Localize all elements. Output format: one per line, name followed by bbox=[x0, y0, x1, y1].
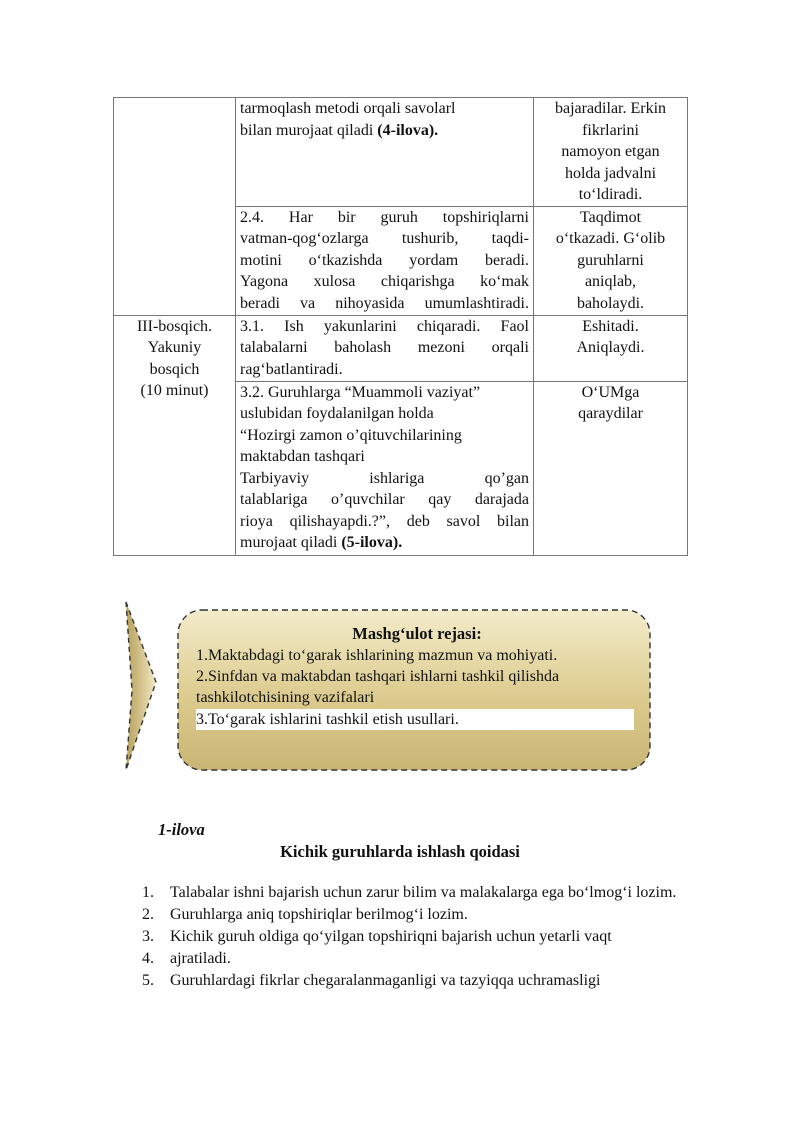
rules-list bbox=[142, 882, 680, 992]
result-line: Taqdimot bbox=[579, 208, 642, 226]
activity-line: 3.1. Ish yakunlarini chiqaradi. Faol bbox=[240, 317, 529, 335]
result-line: Aniqlaydi. bbox=[576, 339, 645, 356]
list-text: ajratiladi. bbox=[170, 950, 231, 967]
result-line: fikrlarini bbox=[582, 121, 639, 139]
result-line: to‘ldiradi. bbox=[578, 186, 643, 203]
plan-item: 2.Sinfdan va maktabdan tashqari ishlarni tashkil qilishda tashkilotchisining vazifalari bbox=[196, 668, 560, 706]
plan-title: Mashg‘ulot rejasi: bbox=[352, 624, 482, 643]
result-line: namoyon etgan bbox=[561, 143, 660, 160]
result-cell bbox=[534, 381, 688, 555]
list-text: Kichik guruh oldiga qo‘yilgan topshiriqni bajarish uchun yetarli vaqt bbox=[170, 928, 612, 945]
list-text: Talabalar ishni bajarish uchun zarur bilim va malakalarga ega bo‘lmog‘i lozim. bbox=[170, 884, 677, 901]
result-cell bbox=[534, 315, 688, 381]
activity-line: 2.4. Har bir guruh topshiriqlarni bbox=[240, 208, 529, 226]
activity-line: motini o‘tkazishda yordam beradi. bbox=[240, 251, 529, 269]
activity-line: talablariga o’quvchilar qay darajada bbox=[240, 491, 529, 508]
activity-line: 3.2. Guruhlarga “Muammoli vaziyat” bbox=[240, 383, 481, 401]
list-text: Guruhlarga aniq topshiriqlar berilmog‘i lozim. bbox=[170, 906, 468, 923]
result-cell bbox=[534, 98, 688, 207]
activity-line: beradi va nihoyasida umumlashtiradi. bbox=[240, 294, 529, 312]
list-number: 1. bbox=[142, 884, 154, 901]
activity-cell bbox=[236, 381, 534, 555]
stage-cell bbox=[114, 98, 236, 316]
stage-line: Yakuniy bbox=[147, 339, 202, 356]
activity-line: bilan murojaat qiladi (4-ilova). bbox=[240, 121, 439, 139]
activity-line: rag‘batlantiradi. bbox=[240, 360, 343, 378]
annex-reference: (5-ilova). bbox=[341, 534, 403, 551]
result-line: holda jadvalni bbox=[564, 164, 657, 182]
activity-line: murojaat qiladi (5-ilova). bbox=[240, 534, 403, 551]
stage-line: bosqich bbox=[149, 360, 200, 378]
list-item bbox=[142, 904, 680, 926]
result-line: O‘UMga bbox=[581, 383, 640, 401]
list-item bbox=[142, 970, 680, 992]
result-line: baholaydi. bbox=[576, 294, 645, 312]
list-number: 3. bbox=[142, 928, 154, 945]
list-item bbox=[142, 948, 680, 970]
plan-item: 1.Maktabdagi to‘garak ishlarining mazmun va mohiyati. bbox=[196, 647, 558, 664]
lesson-plan-table bbox=[113, 97, 688, 556]
annex-title: Kichik guruhlarda ishlash qoidasi bbox=[280, 842, 520, 861]
plan-item: 3.To‘garak ishlarini tashkil etish usullari. bbox=[196, 709, 634, 730]
list-number: 2. bbox=[142, 906, 154, 923]
chevron-arrow-shape bbox=[126, 602, 156, 770]
result-line: o‘tkazadi. G‘olib bbox=[555, 230, 666, 247]
activity-cell bbox=[236, 206, 534, 315]
annex-label: 1-ilova bbox=[158, 820, 205, 839]
activity-cell bbox=[236, 315, 534, 381]
table-row bbox=[114, 315, 688, 381]
result-line: bajaradilar. Erkin bbox=[554, 100, 667, 117]
activity-line: rioya qilishayapdi.?”, deb savol bilan bbox=[240, 512, 529, 530]
activity-cell bbox=[236, 98, 534, 207]
stage-line: III-bosqich. bbox=[136, 317, 213, 335]
activity-line: talabalarni baholash mezoni orqali bbox=[240, 339, 529, 356]
activity-line: Tarbiyaviy ishlariga qo’gan bbox=[240, 469, 529, 487]
list-item bbox=[142, 926, 680, 948]
activity-line: vatman-qog‘ozlarga tushurib, taqdi- bbox=[240, 230, 529, 247]
activity-line: uslubidan foydalanilgan holda bbox=[240, 405, 434, 422]
activity-line: tarmoqlash metodi orqali savolarl bbox=[240, 100, 456, 117]
activity-line: Yagona xulosa chiqarishga ko‘mak bbox=[240, 273, 529, 290]
list-item bbox=[142, 882, 680, 904]
stage-cell bbox=[114, 315, 236, 555]
stage-line: (10 minut) bbox=[140, 382, 209, 399]
table-row bbox=[114, 98, 688, 207]
result-line: qaraydilar bbox=[578, 405, 643, 422]
activity-line: maktabdan tashqari bbox=[240, 448, 365, 465]
result-cell bbox=[534, 206, 688, 315]
list-number: 5. bbox=[142, 972, 154, 989]
list-text: Guruhlardagi fikrlar chegaralanmaganligi va tazyiqqa uchramasligi bbox=[170, 972, 601, 989]
result-line: Eshitadi. bbox=[582, 317, 639, 335]
annex-reference: (4-ilova). bbox=[377, 121, 439, 139]
activity-line: “Hozirgi zamon o’qituvchilarining bbox=[240, 426, 462, 444]
result-line: guruhlarni bbox=[577, 251, 644, 269]
result-line: aniqlab, bbox=[584, 273, 637, 290]
list-number: 4. bbox=[142, 950, 154, 967]
